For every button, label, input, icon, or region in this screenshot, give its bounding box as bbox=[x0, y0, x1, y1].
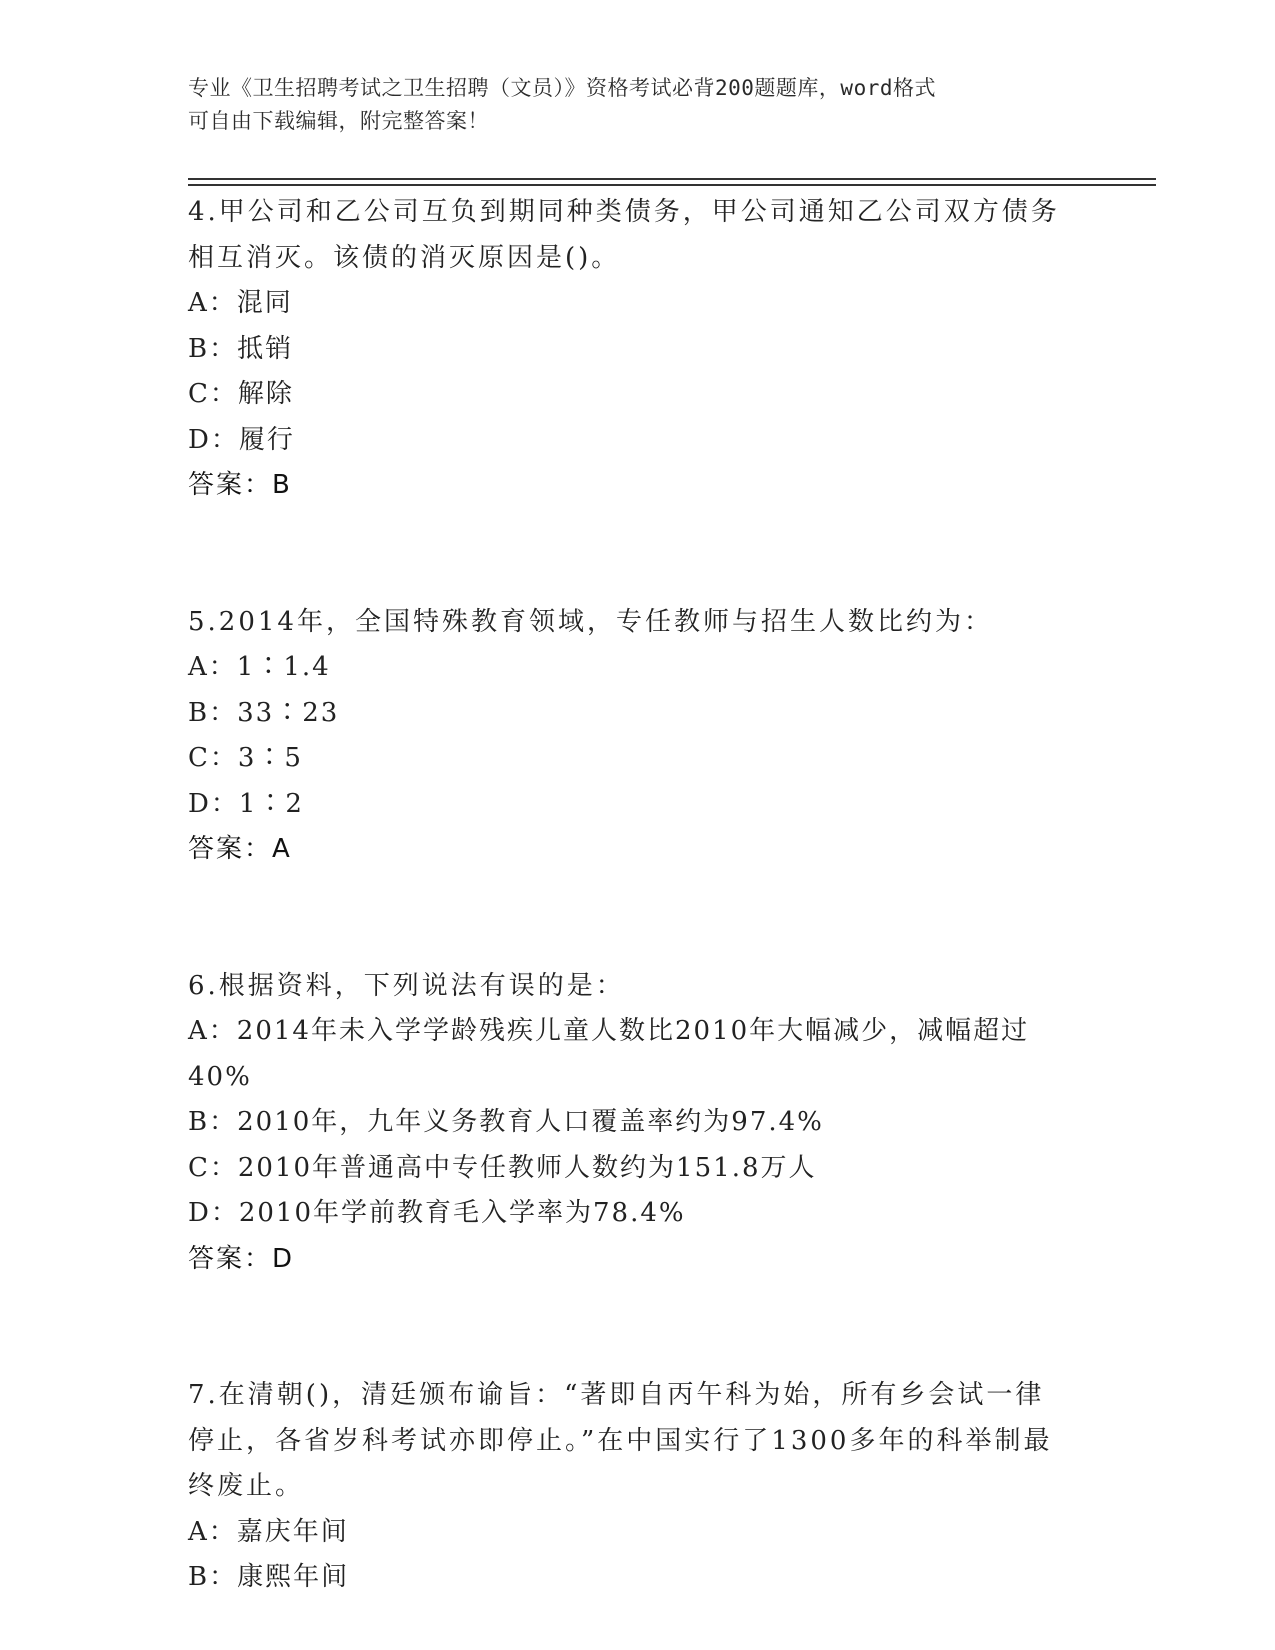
answer-line: 答案：D bbox=[188, 1243, 295, 1274]
question-6 bbox=[188, 964, 1148, 1283]
question-spacer bbox=[188, 873, 1148, 964]
option-a-continued: 40% bbox=[188, 1061, 252, 1092]
question-spacer bbox=[188, 1282, 1148, 1373]
question-text: 5.2014年，全国特殊教育领域，专任教师与招生人数比约为： bbox=[188, 606, 993, 637]
answer-line: 答案：B bbox=[188, 470, 292, 500]
question-text: 6.根据资料，下列说法有误的是： bbox=[188, 970, 625, 1001]
question-text: 停止，各省岁科考试亦即停止。”在中国实行了1300多年的科举制最 bbox=[188, 1425, 1053, 1456]
option-a: A：嘉庆年间 bbox=[188, 1516, 349, 1547]
option-b: B：抵销 bbox=[188, 333, 294, 364]
option-a: A：混同 bbox=[188, 288, 293, 318]
option-a: A：2014年未入学学龄残疾儿童人数比2010年大幅减少，减幅超过 bbox=[188, 1016, 1030, 1046]
option-c: C：解除 bbox=[188, 379, 294, 409]
question-list bbox=[188, 190, 1148, 1601]
option-d: D：2010年学前教育毛入学率为78.4% bbox=[188, 1198, 686, 1228]
question-5 bbox=[188, 600, 1148, 873]
document-header bbox=[188, 72, 1088, 138]
question-4 bbox=[188, 190, 1148, 509]
option-a: A：1∶1.4 bbox=[188, 652, 331, 682]
option-b: B：康熙年间 bbox=[188, 1562, 350, 1592]
question-text: 相互消灭。该债的消灭原因是()。 bbox=[188, 242, 621, 273]
option-d: D：1∶2 bbox=[188, 788, 304, 819]
question-text: 7.在清朝()，清廷颁布谕旨：“著即自丙午科为始，所有乡会试一律 bbox=[188, 1380, 1045, 1410]
header-line: 专业《卫生招聘考试之卫生招聘（文员）》资格考试必背200题题库，word格式 bbox=[188, 76, 936, 100]
header-divider-bottom bbox=[188, 184, 1156, 186]
option-b: B：2010年，九年义务教育人口覆盖率约为97.4% bbox=[188, 1107, 824, 1137]
question-7 bbox=[188, 1373, 1148, 1601]
option-c: C：2010年普通高中专任教师人数约为151.8万人 bbox=[188, 1152, 817, 1183]
option-b: B：33∶23 bbox=[188, 697, 340, 728]
question-text: 终废止。 bbox=[188, 1471, 305, 1501]
answer-line: 答案：A bbox=[188, 834, 292, 864]
option-c: C：3∶5 bbox=[188, 743, 303, 773]
question-text: 4.甲公司和乙公司互负到期同种类债务，甲公司通知乙公司双方债务 bbox=[188, 197, 1060, 227]
header-line: 可自由下载编辑，附完整答案！ bbox=[188, 109, 489, 133]
option-d: D：履行 bbox=[188, 424, 295, 455]
question-spacer bbox=[188, 509, 1148, 600]
header-divider-top bbox=[188, 178, 1156, 180]
